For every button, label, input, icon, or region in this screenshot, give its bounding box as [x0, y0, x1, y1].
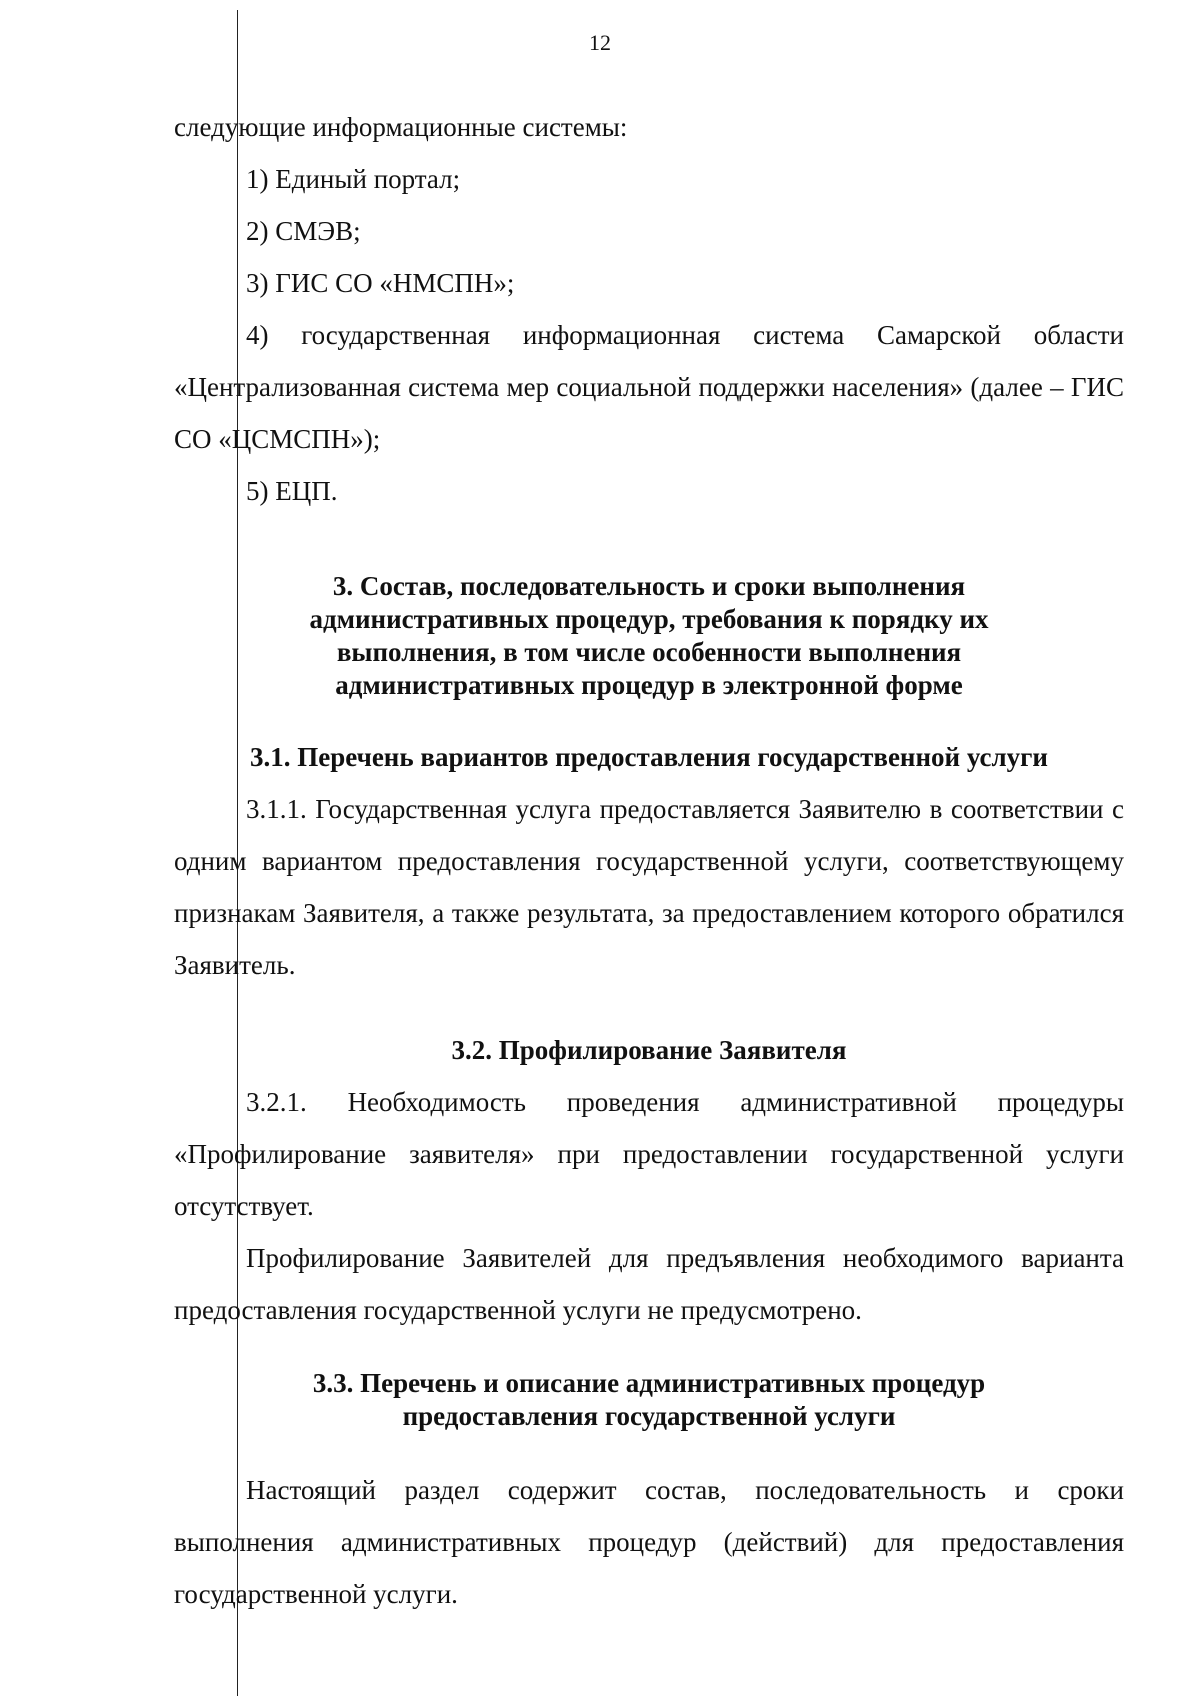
- section-3-title-line-3: выполнения, в том числе особенности выполнения: [336, 637, 962, 667]
- section-3-2-paragraph-1: 3.2.1. Необходимость проведения административной процедуры «Профилирование заявителя» при предоставлении государственной услуги отсутствует.: [174, 1087, 1124, 1221]
- section-3-3-title-line-2: предоставления государственной услуги: [402, 1401, 896, 1431]
- list-item-3: 3) ГИС СО «НМСПН»;: [246, 268, 515, 298]
- section-3-3-paragraph: Настоящий раздел содержит состав, последовательность и сроки выполнения административных процедур (действий) для предоставления государственной услуги.: [174, 1475, 1124, 1609]
- section-3-2-paragraph-2: Профилирование Заявителей для предъявления необходимого варианта предоставления государственной услуги не предусмотрено.: [174, 1243, 1124, 1325]
- section-3-2-title: 3.2. Профилирование Заявителя: [451, 1035, 847, 1065]
- systems-block: [174, 101, 1124, 517]
- section-3-3-title-line-1: 3.3. Перечень и описание административных процедур: [312, 1368, 986, 1398]
- section-3-title-line-2: административных процедур, требования к порядку их: [309, 604, 989, 634]
- intro-text: следующие информационные системы:: [174, 112, 628, 142]
- section-3-1-title: 3.1. Перечень вариантов предоставления государственной услуги: [250, 742, 1048, 772]
- list-item-1: 1) Единый портал;: [246, 164, 461, 194]
- list-item-2: 2) СМЭВ;: [246, 216, 361, 246]
- page-number: 12: [589, 30, 611, 55]
- section-3-heading: [174, 570, 1124, 702]
- list-item-4: 4) государственная информационная система Самарской области «Централизованная система мер социальной поддержки населения» (далее – ГИС СО «ЦСМСПН»);: [174, 320, 1124, 454]
- section-3-title-line-1: 3. Состав, последовательность и сроки выполнения: [332, 571, 966, 601]
- section-3-1-paragraph: 3.1.1. Государственная услуга предоставляется Заявителю в соответствии с одним вариантом предоставления государственной услуги, соответствующему признакам Заявителя, а также результата, за предоставлением которого обратился Заявитель.: [174, 794, 1124, 980]
- section-3-3: [174, 1464, 1124, 1620]
- section-3-title-line-4: административных процедур в электронной форме: [335, 670, 963, 700]
- section-3-1: [174, 731, 1124, 991]
- section-3-2: [174, 1024, 1124, 1336]
- section-3-3-heading: [174, 1367, 1124, 1433]
- list-item-5: 5) ЕЦП.: [246, 476, 338, 506]
